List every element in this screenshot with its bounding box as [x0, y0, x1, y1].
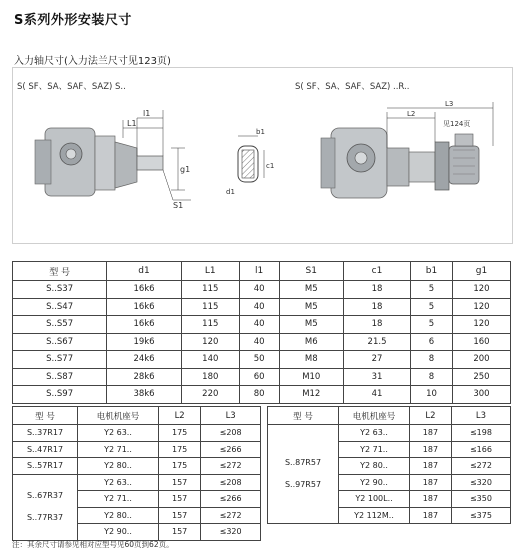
- table-cell: Y2 71..: [78, 491, 159, 508]
- table-cell: 50: [239, 351, 279, 369]
- table-row: [13, 281, 511, 299]
- table-cell: 8: [411, 368, 453, 386]
- table-cell: 220: [181, 386, 239, 404]
- col-header-motor-frame: 电机机座号: [339, 407, 410, 425]
- table-cell: 6: [411, 333, 453, 351]
- table-row: [13, 474, 261, 491]
- table-cell: 160: [452, 333, 510, 351]
- table-cell: 175: [159, 441, 201, 458]
- table-cell: 187: [410, 458, 452, 475]
- table-cell: 41: [343, 386, 410, 404]
- col-header-l1: l1: [239, 262, 279, 281]
- col-header-S1: S1: [279, 262, 343, 281]
- table-cell: 5: [411, 316, 453, 334]
- model-label: S..77R37: [26, 513, 64, 522]
- model-cell: [268, 425, 339, 524]
- table-cell: Y2 90..: [78, 524, 159, 541]
- table-cell: 60: [239, 368, 279, 386]
- input-shaft-dimension-table: [12, 261, 511, 404]
- label-see-page: 见124页: [443, 120, 471, 128]
- table-cell: 175: [159, 425, 201, 442]
- page-subtitle: 入力轴尺寸(入力法兰尺寸见123页): [14, 56, 171, 67]
- model-cell: S..47R17: [13, 441, 78, 458]
- table-row: [13, 333, 511, 351]
- table-cell: 300: [452, 386, 510, 404]
- table-cell: M8: [279, 351, 343, 369]
- col-header-model: 型 号: [13, 262, 107, 281]
- label-L2: L2: [407, 110, 416, 118]
- col-header-c1: c1: [343, 262, 410, 281]
- label-L1: L1: [127, 119, 137, 128]
- table-cell: 31: [343, 368, 410, 386]
- table-cell: 187: [410, 474, 452, 491]
- table-cell: 18: [343, 298, 410, 316]
- table-cell: 16k6: [107, 298, 182, 316]
- table-cell: 120: [452, 316, 510, 334]
- table-cell: 16k6: [107, 281, 182, 299]
- label-l1: l1: [143, 109, 151, 118]
- table-cell: Y2 112M..: [339, 507, 410, 524]
- table-cell: S..S37: [13, 281, 107, 299]
- table-cell: ≤375: [451, 507, 510, 524]
- table-cell: Y2 80..: [78, 458, 159, 475]
- table-cell: Y2 80..: [339, 458, 410, 475]
- label-c1: c1: [266, 162, 275, 170]
- table-cell: M5: [279, 316, 343, 334]
- left-gearbox-drawing: [33, 90, 218, 240]
- col-header-d1: d1: [107, 262, 182, 281]
- label-d1: d1: [226, 188, 235, 196]
- table-cell: 40: [239, 281, 279, 299]
- table-cell: M12: [279, 386, 343, 404]
- table-cell: 157: [159, 491, 201, 508]
- motor-frame-table-left: [12, 406, 261, 541]
- col-header-b1: b1: [411, 262, 453, 281]
- table-cell: 157: [159, 474, 201, 491]
- motor-frame-table-right: [267, 406, 511, 524]
- col-header-L1: L1: [181, 262, 239, 281]
- table-cell: 250: [452, 368, 510, 386]
- col-header-L2: L2: [159, 407, 201, 425]
- col-header-g1: g1: [452, 262, 510, 281]
- table-row: [13, 458, 261, 475]
- model-label: S..97R57: [284, 480, 322, 489]
- col-header-motor-frame: 电机机座号: [78, 407, 159, 425]
- table-cell: 115: [181, 281, 239, 299]
- table-row: [13, 368, 511, 386]
- table-cell: 18: [343, 281, 410, 299]
- shaft-key-detail: [226, 128, 276, 198]
- model-cell: S..57R17: [13, 458, 78, 475]
- col-header-L3: L3: [201, 407, 261, 425]
- label-L3: L3: [445, 100, 454, 108]
- table-cell: S..S97: [13, 386, 107, 404]
- table-row: [13, 425, 261, 442]
- model-label: S..67R37: [26, 491, 64, 500]
- table-cell: 175: [159, 458, 201, 475]
- table-cell: 80: [239, 386, 279, 404]
- table-cell: 187: [410, 491, 452, 508]
- table-cell: M5: [279, 298, 343, 316]
- table-cell: ≤272: [451, 458, 510, 475]
- table-cell: 38k6: [107, 386, 182, 404]
- table-cell: 120: [181, 333, 239, 351]
- table-cell: ≤266: [201, 491, 261, 508]
- model-label: S..87R57: [284, 458, 322, 467]
- table-header-row: [13, 262, 511, 281]
- table-row: [13, 351, 511, 369]
- table-cell: 40: [239, 333, 279, 351]
- table-cell: ≤350: [451, 491, 510, 508]
- table-cell: 200: [452, 351, 510, 369]
- table-cell: 40: [239, 298, 279, 316]
- table-cell: ≤208: [201, 474, 261, 491]
- table-cell: 24k6: [107, 351, 182, 369]
- table-header-row: [268, 407, 511, 425]
- label-S1: S1: [173, 201, 184, 210]
- table-cell: ≤272: [201, 458, 261, 475]
- table-cell: Y2 71..: [339, 441, 410, 458]
- table-cell: 115: [181, 298, 239, 316]
- table-cell: 21.5: [343, 333, 410, 351]
- col-header-L3: L3: [451, 407, 510, 425]
- table-cell: Y2 63..: [339, 425, 410, 442]
- table-row: [13, 316, 511, 334]
- table-cell: Y2 100L..: [339, 491, 410, 508]
- label-g1: g1: [180, 165, 191, 174]
- table-cell: 120: [452, 281, 510, 299]
- table-row: [13, 298, 511, 316]
- col-header-model: 型 号: [13, 407, 78, 425]
- table-row: [268, 425, 511, 442]
- right-gearmotor-drawing: [303, 90, 503, 240]
- table-cell: 19k6: [107, 333, 182, 351]
- model-cell: [13, 474, 78, 540]
- table-cell: S..S87: [13, 368, 107, 386]
- table-cell: 140: [181, 351, 239, 369]
- table-cell: 40: [239, 316, 279, 334]
- table-cell: S..S57: [13, 316, 107, 334]
- table-cell: Y2 90..: [339, 474, 410, 491]
- table-cell: Y2 80..: [78, 507, 159, 524]
- table-cell: S..S47: [13, 298, 107, 316]
- table-cell: M10: [279, 368, 343, 386]
- table-row: [13, 386, 511, 404]
- table-header-row: [13, 407, 261, 425]
- table-cell: 187: [410, 507, 452, 524]
- table-cell: 18: [343, 316, 410, 334]
- table-cell: ≤198: [451, 425, 510, 442]
- table-cell: 10: [411, 386, 453, 404]
- table-cell: M5: [279, 281, 343, 299]
- table-cell: ≤320: [451, 474, 510, 491]
- table-row: [13, 441, 261, 458]
- table-cell: S..S67: [13, 333, 107, 351]
- table-cell: Y2 71..: [78, 441, 159, 458]
- table-cell: Y2 63..: [78, 425, 159, 442]
- table-cell: S..S77: [13, 351, 107, 369]
- table-cell: ≤266: [201, 441, 261, 458]
- table-cell: 27: [343, 351, 410, 369]
- footnote: 注：其余尺寸请参见相对应型号见60页到62页。: [12, 540, 174, 549]
- table-cell: M6: [279, 333, 343, 351]
- table-cell: 157: [159, 524, 201, 541]
- right-drawing-caption: S( SF、SA、SAF、SAZ) ..R..: [295, 82, 410, 92]
- drawing-panel: [12, 67, 513, 244]
- table-cell: 16k6: [107, 316, 182, 334]
- page-title: S系列外形安装尺寸: [14, 13, 132, 28]
- table-cell: 180: [181, 368, 239, 386]
- table-cell: 187: [410, 425, 452, 442]
- table-cell: 28k6: [107, 368, 182, 386]
- table-cell: 157: [159, 507, 201, 524]
- table-cell: ≤166: [451, 441, 510, 458]
- table-cell: ≤320: [201, 524, 261, 541]
- table-cell: 115: [181, 316, 239, 334]
- left-drawing-caption: S( SF、SA、SAF、SAZ) S..: [17, 82, 126, 92]
- model-cell: S..37R17: [13, 425, 78, 442]
- col-header-L2: L2: [410, 407, 452, 425]
- table-cell: ≤272: [201, 507, 261, 524]
- label-b1: b1: [256, 128, 265, 136]
- table-cell: 8: [411, 351, 453, 369]
- table-cell: ≤208: [201, 425, 261, 442]
- table-cell: Y2 63..: [78, 474, 159, 491]
- table-cell: 5: [411, 298, 453, 316]
- col-header-model: 型 号: [268, 407, 339, 425]
- table-cell: 187: [410, 441, 452, 458]
- table-cell: 5: [411, 281, 453, 299]
- table-cell: 120: [452, 298, 510, 316]
